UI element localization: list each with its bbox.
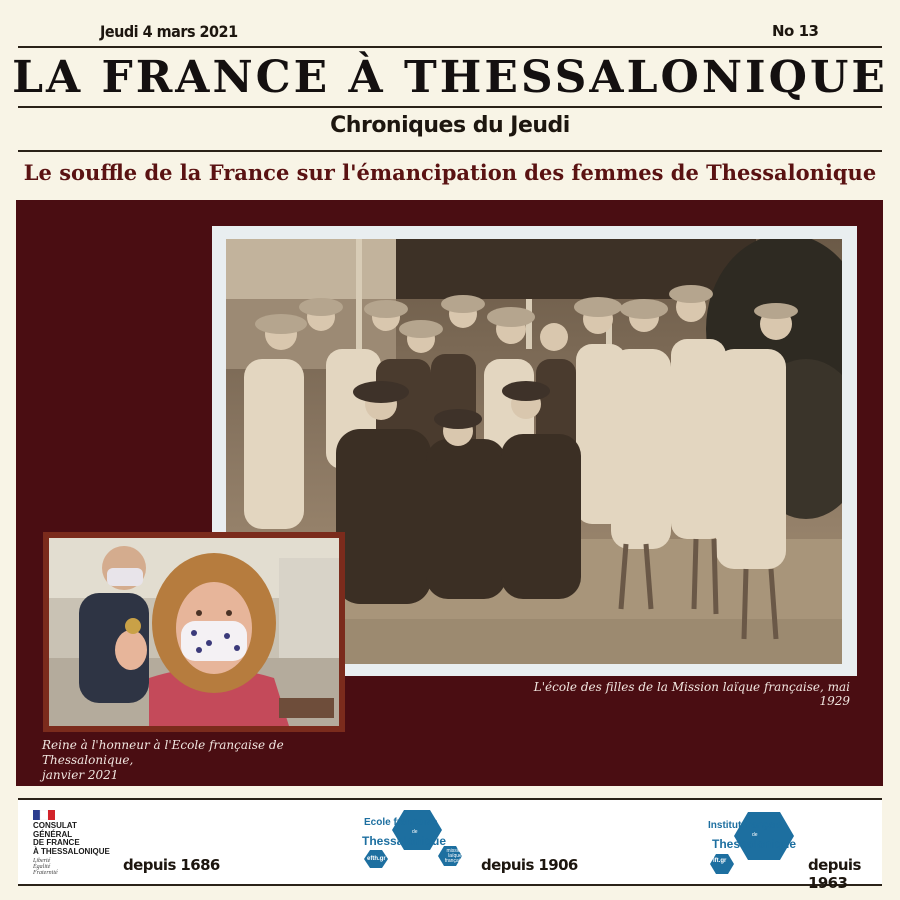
subhead-bottom-rule [18,150,882,152]
consulat-line: GÉNÉRAL [33,829,73,839]
ecole-name-sub: de [412,829,418,835]
institut-since: depuis 1963 [808,856,861,892]
ecole-since: depuis 1906 [481,856,578,874]
page-subtitle: Chroniques du Jeudi [330,113,570,138]
mission-line: mission [446,848,464,854]
footer-bottom-rule [18,884,882,886]
ecole-name-line-2: Thessalonique [362,834,447,848]
schoolgirl-photo [49,538,339,726]
main-photo-caption: L'école des filles de la Mission laïque française, mai 1929 [533,680,850,708]
motto-line: Fraternité [33,870,58,876]
republic-motto [33,858,58,876]
institut-name-line-1: Institut français [708,820,783,831]
issue-number: No 13 [772,22,819,40]
french-flag-icon [33,810,55,820]
inset-photo [49,538,339,726]
mission-line: laïque [448,853,462,859]
motto-line: Égalité [33,864,51,870]
ecole-name-line-1: Ecole française [364,817,438,828]
institut-name-sub: de [752,832,758,838]
inset-caption-line-2: janvier 2021 [42,768,119,782]
article-headline: Le souffle de la France sur l'émancipation des femmes de Thessalonique [23,160,877,185]
ecole-site: efth.gr [367,856,386,862]
inset-caption-line-1: Reine à l'honneur à l'Ecole française de Thessalonique, [42,738,284,767]
top-rule [18,46,882,48]
mission-laique-logo [441,849,469,864]
issue-date: Jeudi 4 mars 2021 [100,22,238,41]
consulat-line: CONSULAT [33,821,77,830]
consulat-line: À THESSALONIQUE [33,846,110,856]
motto-line: Liberté [33,858,51,864]
consulat-since: depuis 1686 [123,856,220,874]
mission-line: française [444,858,466,864]
institut-name-line-2: Thessalonique [712,837,797,851]
consulat-logo-text [33,822,110,856]
masthead-bottom-rule [18,106,882,108]
consulat-line: DE FRANCE [33,838,80,847]
page-title: LA FRANCE À THESSALONIQUE [12,52,888,103]
institut-site: ift.gr [713,858,727,864]
inset-photo-caption [42,738,372,783]
